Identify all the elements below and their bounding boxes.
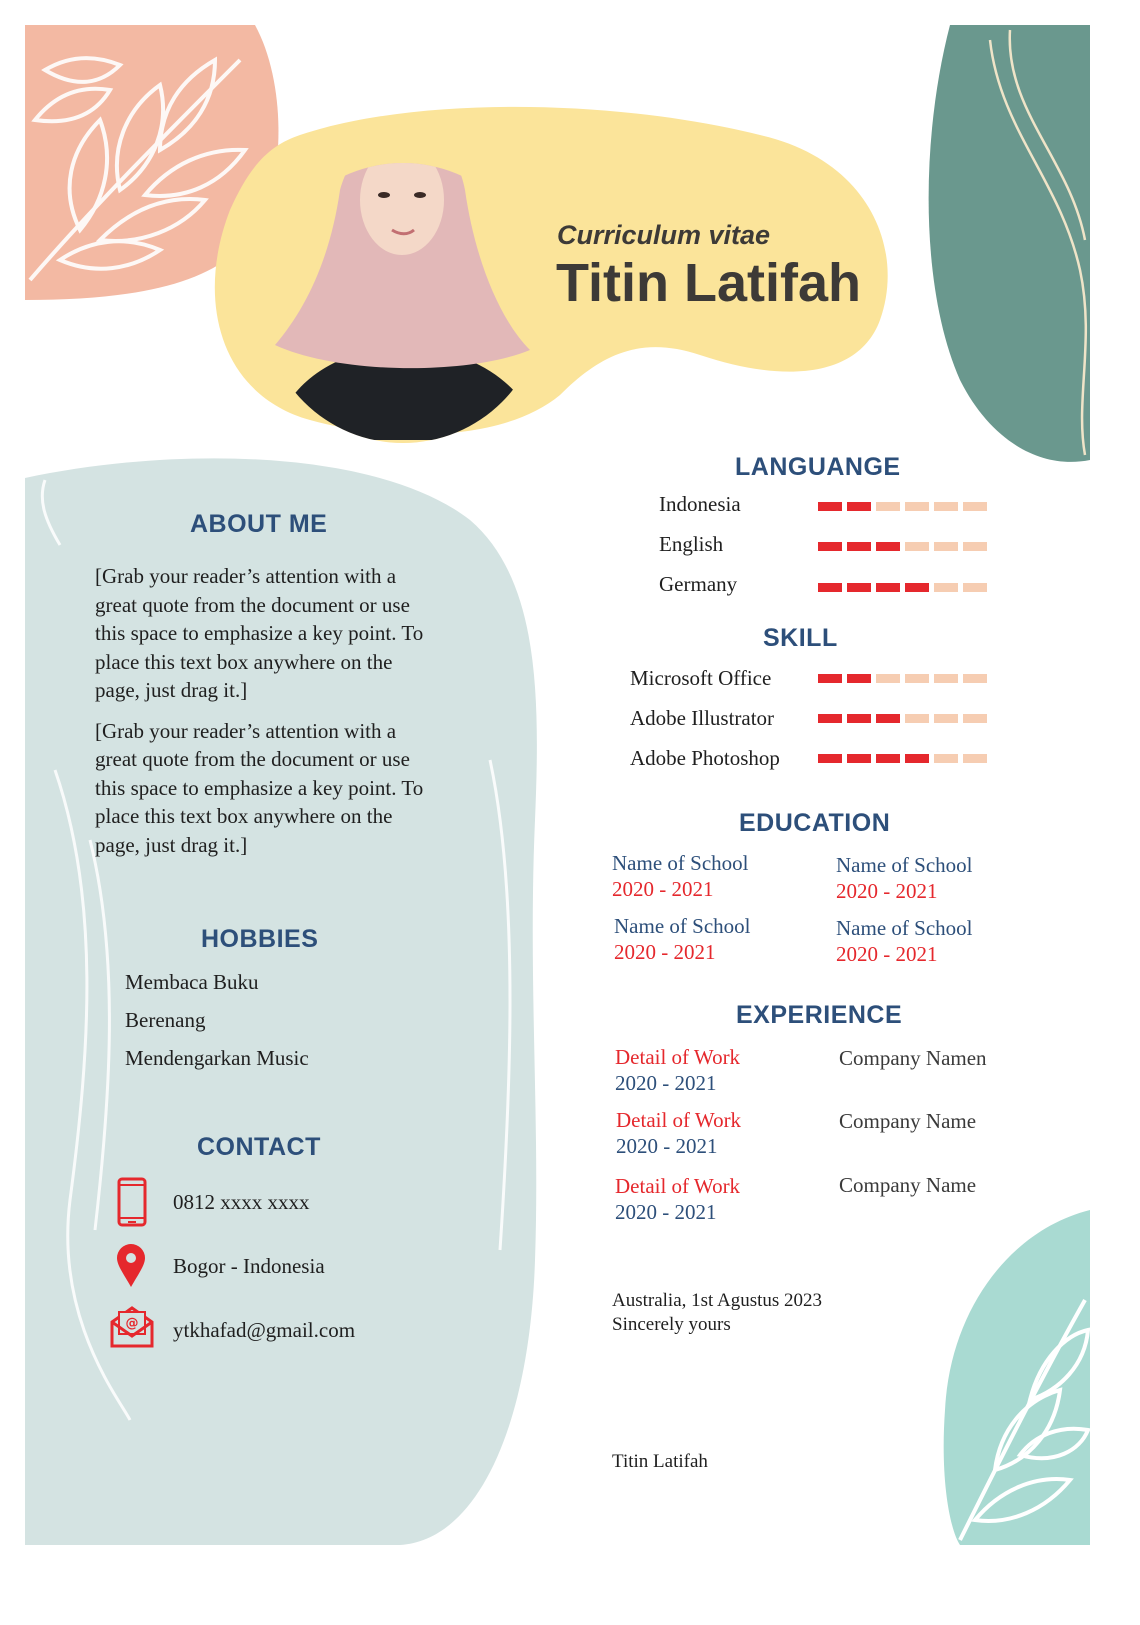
school-years: 2020 - 2021 (612, 877, 714, 901)
education-entry (614, 913, 750, 965)
rating-segment-empty (963, 583, 987, 592)
experience-entry (615, 1173, 740, 1225)
rating-segment-filled (876, 754, 900, 763)
experience-entry (615, 1044, 740, 1096)
rating-segment-filled (818, 583, 842, 592)
rating-segment-filled (818, 714, 842, 723)
school-years: 2020 - 2021 (836, 879, 938, 903)
hobby-item: Membaca Buku (125, 970, 259, 994)
svg-text:@: @ (125, 1316, 139, 1331)
education-entry (836, 852, 972, 904)
skill-heading: SKILL (763, 624, 838, 652)
rating-segment-empty (905, 714, 929, 723)
rating-segment-filled (876, 714, 900, 723)
skill-name: Adobe Illustrator (630, 706, 775, 730)
rating-segment-empty (934, 502, 958, 511)
language-name: Germany (659, 572, 738, 596)
rating-segment-empty (963, 714, 987, 723)
teal-blob (929, 25, 1090, 462)
rating-segment-empty (876, 502, 900, 511)
hobby-item: Berenang (125, 1008, 206, 1032)
closing-block (612, 1289, 822, 1337)
contact-heading: CONTACT (197, 1133, 321, 1161)
cv-subtitle: Curriculum vitae (557, 220, 771, 250)
skill-rating (818, 754, 987, 763)
school-years: 2020 - 2021 (836, 942, 938, 966)
map-pin-icon (115, 1243, 147, 1289)
closing-regards: Sincerely yours (612, 1314, 731, 1335)
closing-place-date: Australia, 1st Agustus 2023 (612, 1290, 823, 1311)
company-name: Company Name (839, 1109, 977, 1133)
language-heading: LANGUANGE (735, 453, 901, 481)
closing-signature: Titin Latifah (612, 1451, 708, 1472)
work-detail: Detail of Work (615, 1045, 741, 1069)
rating-segment-filled (847, 754, 871, 763)
experience-heading: EXPERIENCE (736, 1001, 903, 1029)
about-heading: ABOUT ME (190, 510, 328, 538)
rating-segment-empty (934, 754, 958, 763)
rating-segment-empty (905, 674, 929, 683)
school-name: Name of School (612, 851, 749, 875)
work-detail: Detail of Work (615, 1174, 741, 1198)
school-name: Name of School (614, 914, 751, 938)
rating-segment-empty (876, 674, 900, 683)
rating-segment-filled (905, 583, 929, 592)
rating-segment-filled (818, 542, 842, 551)
education-entry (612, 850, 748, 902)
company-name: Company Name (839, 1173, 977, 1197)
rating-segment-empty (963, 754, 987, 763)
skill-name: Microsoft Office (630, 666, 772, 690)
language-rating (818, 502, 987, 511)
rating-segment-filled (847, 583, 871, 592)
skill-name: Adobe Photoshop (630, 746, 780, 770)
language-rating (818, 542, 987, 551)
rating-segment-filled (847, 542, 871, 551)
company-name: Company Namen (839, 1046, 987, 1070)
work-years: 2020 - 2021 (616, 1134, 718, 1158)
about-text (95, 562, 440, 871)
about-paragraph: [Grab your reader’s attention with a great quote from the document or use this space to emphasize a key point. To place this text box anywhere on the page, just drag it.] (95, 564, 424, 702)
experience-entry (616, 1107, 741, 1159)
rating-segment-filled (847, 502, 871, 511)
email-icon (108, 1302, 156, 1350)
rating-segment-empty (934, 714, 958, 723)
language-rating (818, 583, 987, 592)
phone-icon (117, 1177, 147, 1227)
rating-segment-empty (963, 542, 987, 551)
rating-segment-empty (934, 674, 958, 683)
hobbies-heading: HOBBIES (201, 925, 319, 953)
rating-segment-filled (876, 542, 900, 551)
contact-email: ytkhafad@gmail.com (173, 1318, 356, 1342)
rating-segment-empty (963, 502, 987, 511)
rating-segment-filled (847, 714, 871, 723)
work-detail: Detail of Work (616, 1108, 742, 1132)
language-name: English (659, 532, 724, 556)
work-years: 2020 - 2021 (615, 1200, 717, 1224)
skill-rating (818, 674, 987, 683)
language-name: Indonesia (659, 492, 741, 516)
education-entry (836, 915, 972, 967)
cv-name: Titin Latifah (556, 253, 861, 313)
rating-segment-empty (905, 542, 929, 551)
contact-phone: 0812 xxxx xxxx (173, 1190, 310, 1214)
rating-segment-filled (818, 674, 842, 683)
education-heading: EDUCATION (739, 809, 891, 837)
about-paragraph: [Grab your reader’s attention with a great quote from the document or use this space to emphasize a key point. To place this text box anywhere on the page, just drag it.] (95, 718, 424, 857)
school-name: Name of School (836, 853, 973, 877)
rating-segment-empty (905, 502, 929, 511)
rating-segment-empty (934, 583, 958, 592)
rating-segment-empty (934, 542, 958, 551)
school-name: Name of School (836, 916, 973, 940)
contact-location: Bogor - Indonesia (173, 1254, 325, 1278)
hobby-item: Mendengarkan Music (125, 1046, 309, 1070)
rating-segment-filled (818, 502, 842, 511)
school-years: 2020 - 2021 (614, 940, 716, 964)
rating-segment-empty (963, 674, 987, 683)
rating-segment-filled (847, 674, 871, 683)
rating-segment-filled (818, 754, 842, 763)
rating-segment-filled (905, 754, 929, 763)
work-years: 2020 - 2021 (615, 1071, 717, 1095)
skill-rating (818, 714, 987, 723)
rating-segment-filled (876, 583, 900, 592)
